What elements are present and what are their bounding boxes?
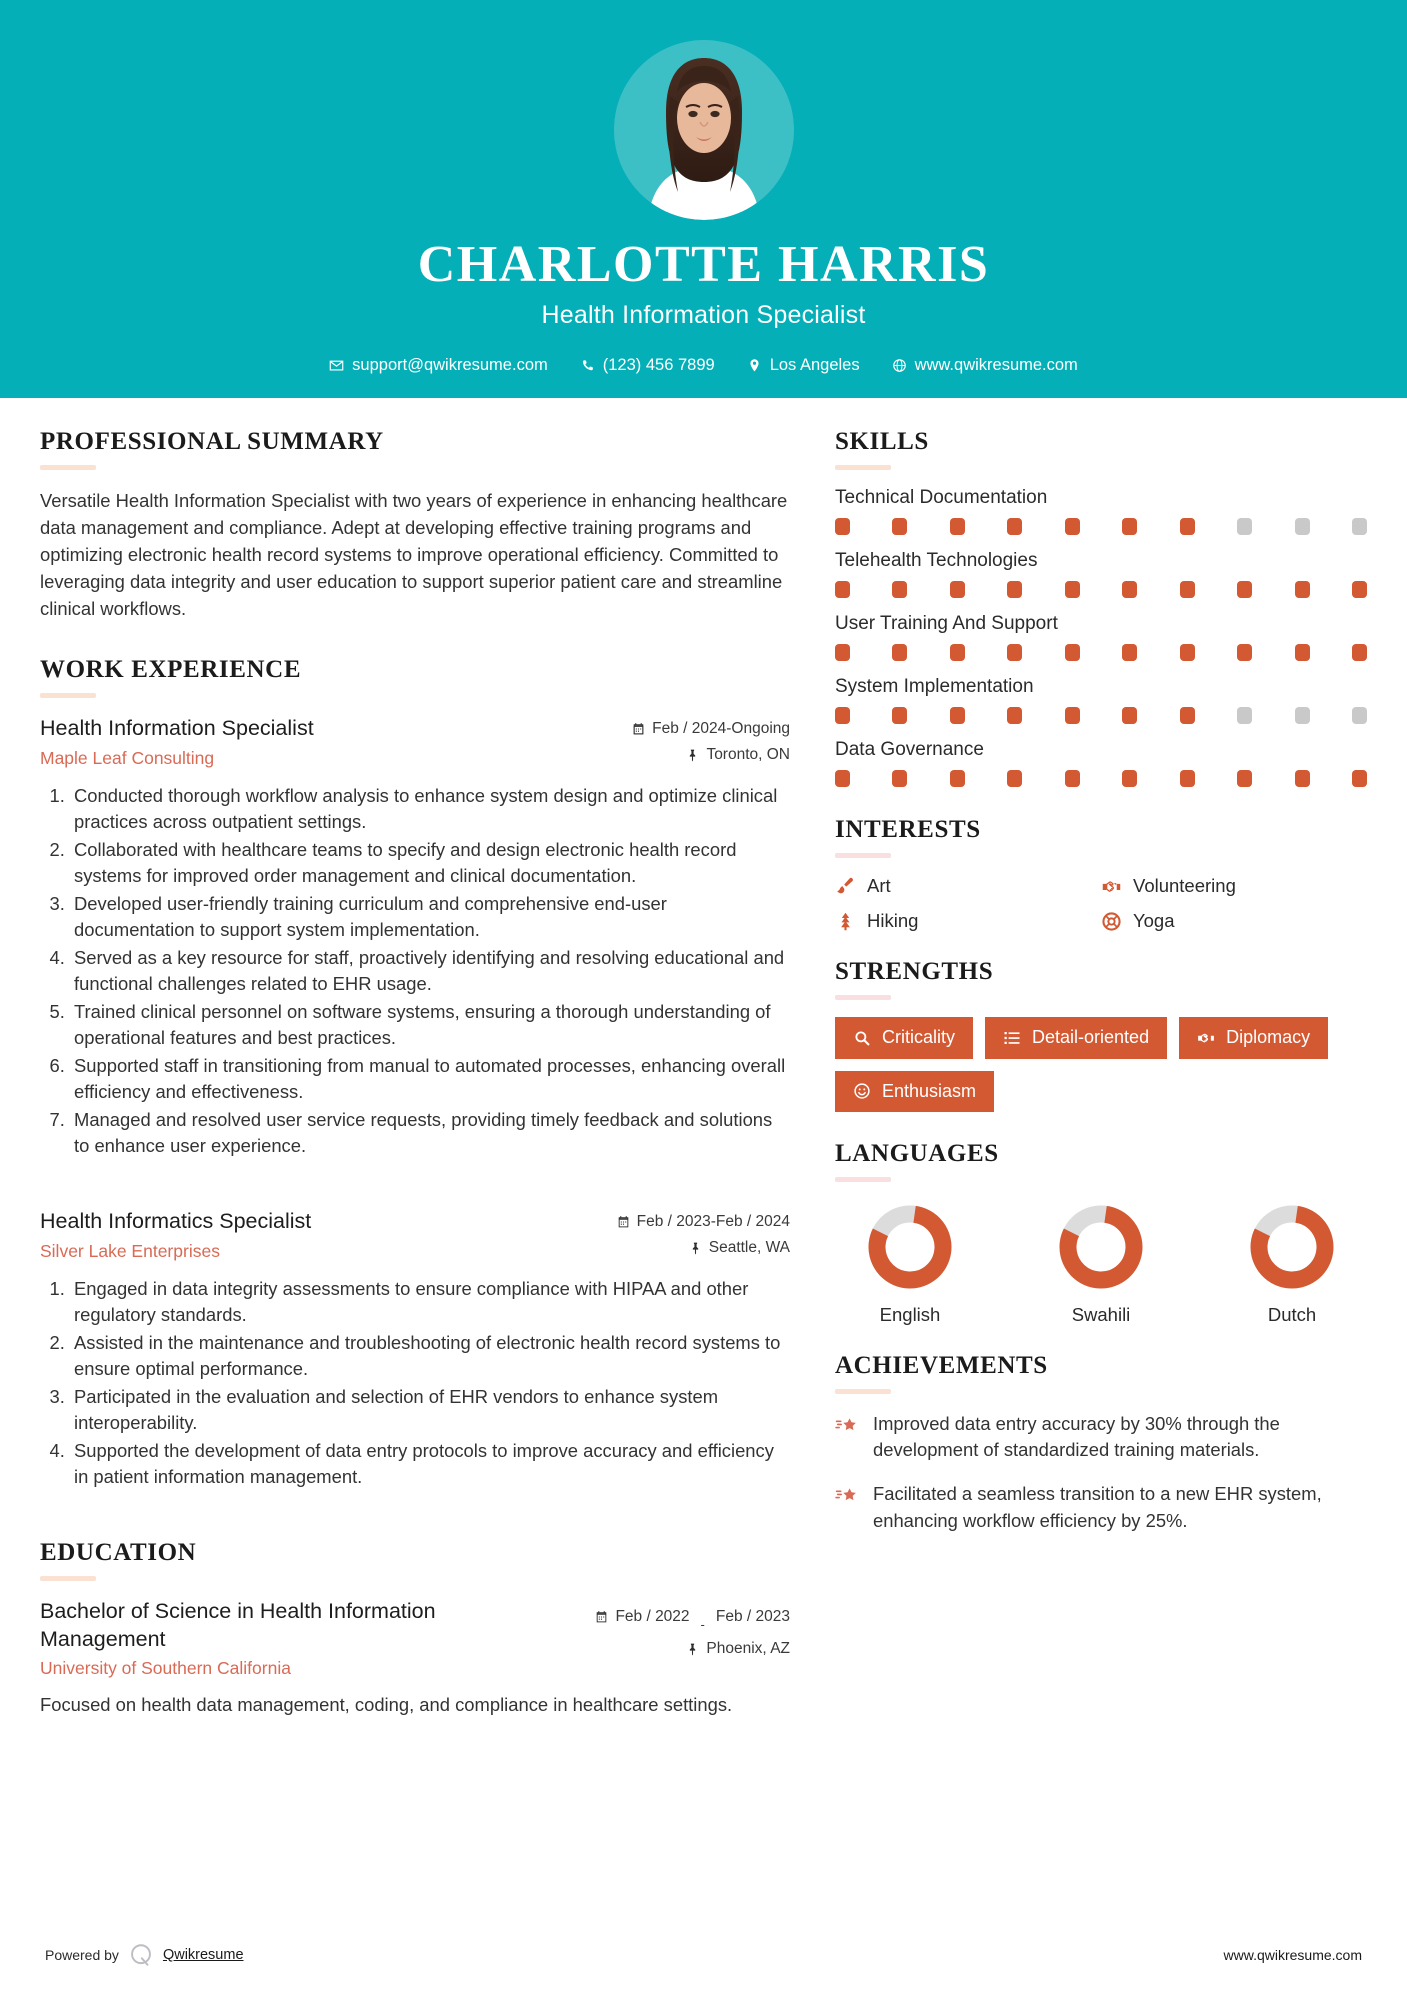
skill-rating [835, 581, 1367, 598]
education-description: Focused on health data management, coding, and compliance in healthcare settings. [40, 1694, 733, 1716]
list-item: 1. Conducted thorough workflow analysis to enhance system design and optimize clinical practices across outpatient settings. [70, 783, 790, 836]
skill-dot [1007, 770, 1022, 787]
list-item: 4. Supported the development of data entry protocols to improve accuracy and efficiency in patient information management. [70, 1438, 790, 1491]
language-donut-chart [1053, 1199, 1149, 1295]
list-item: 3. Participated in the evaluation and selection of EHR vendors to enhance system interoperability. [70, 1384, 790, 1437]
skill-dot [892, 770, 907, 787]
skill-item [835, 739, 1367, 787]
calendar-icon [617, 1215, 630, 1229]
shooting-star-icon [835, 1484, 860, 1509]
skill-dot [1295, 770, 1310, 787]
job-title: Health Information Specialist [40, 716, 314, 741]
strength-chip[interactable] [1179, 1017, 1328, 1059]
skill-dot [1237, 707, 1252, 724]
section-title-languages: LANGUAGES [835, 1140, 999, 1168]
language-label: Dutch [1267, 1304, 1317, 1326]
interest-item [1101, 910, 1367, 932]
interest-label: Art [867, 875, 891, 896]
strength-label: Criticality [882, 1027, 956, 1047]
education-entry [40, 1598, 790, 1719]
section-rule [40, 693, 96, 698]
job-company: Maple Leaf Consulting [40, 748, 215, 769]
paintbrush-icon [835, 876, 856, 897]
contact-website[interactable] [876, 356, 1094, 375]
job-title: Health Informatics Specialist [40, 1208, 312, 1233]
section-title-education: EDUCATION [40, 1538, 197, 1566]
skill-label: Technical Documentation [835, 487, 1048, 508]
language-item [835, 1199, 985, 1326]
list-item: 1. Engaged in data integrity assessments to ensure compliance with HIPAA and other regulatory standards. [70, 1276, 790, 1329]
skill-dot [892, 581, 907, 598]
skill-dot [1352, 581, 1367, 598]
achievement-item [835, 1411, 1367, 1463]
skill-dot [950, 518, 965, 535]
skill-dot [950, 770, 965, 787]
globe-icon [892, 358, 907, 373]
qwikresume-brand-link[interactable]: Qwikresume [162, 1947, 244, 1963]
job-date [575, 720, 790, 738]
skill-dot [1180, 707, 1195, 724]
profile-photo-icon [614, 40, 794, 220]
contact-website-text: www.qwikresume.com [914, 355, 1078, 374]
job-date-text: Feb / 2023-Feb / 2024 [636, 1212, 790, 1230]
education-location-text: Phoenix, AZ [706, 1639, 790, 1657]
job-role-subtitle: Health Information Specialist [541, 300, 866, 329]
section-rule [40, 465, 96, 470]
strength-label: Diplomacy [1226, 1027, 1311, 1047]
section-title-skills: SKILLS [835, 428, 929, 455]
job-location-text: Toronto, ON [706, 746, 790, 764]
interest-item [835, 910, 1101, 932]
skill-dot [1122, 770, 1137, 787]
skill-dot [1122, 581, 1137, 598]
phone-icon [580, 358, 595, 373]
page-title: CHARLOTTE HARRIS [417, 236, 990, 293]
languages-list [835, 1199, 1367, 1326]
section-title-work: WORK EXPERIENCE [40, 656, 302, 684]
skill-dot [835, 518, 850, 535]
strength-chip[interactable] [835, 1071, 994, 1113]
interest-label: Hiking [867, 910, 919, 931]
skill-dot [1237, 518, 1252, 535]
language-label: Swahili [1071, 1304, 1131, 1326]
skill-item [835, 487, 1367, 535]
avatar [614, 40, 794, 220]
skill-rating [835, 518, 1367, 535]
right-column [835, 398, 1367, 1727]
job-location-text: Seattle, WA [708, 1238, 790, 1256]
language-donut-chart [1244, 1199, 1340, 1295]
list-item: 3. Developed user-friendly training curriculum and comprehensive end-user documentation to support system implementation. [70, 891, 790, 944]
language-item [1026, 1199, 1176, 1326]
job-location [575, 746, 790, 764]
list-item: 6. Supported staff in transitioning from manual to automated processes, enhancing overall efficiency and effectiveness. [70, 1053, 790, 1106]
left-column [40, 398, 835, 1727]
skill-dot [950, 644, 965, 661]
section-rule [835, 853, 891, 858]
education-date-separator: - [700, 1616, 705, 1632]
skill-dot [1122, 644, 1137, 661]
section-title-strengths: STRENGTHS [835, 958, 994, 985]
skill-dot [892, 707, 907, 724]
skill-dot [1295, 518, 1310, 535]
magnifier-icon [853, 1029, 871, 1047]
skill-dot [1180, 770, 1195, 787]
skill-dot [1352, 707, 1367, 724]
envelope-icon [329, 358, 344, 373]
skill-rating [835, 770, 1367, 787]
section-rule [835, 465, 891, 470]
contact-bar [0, 356, 1407, 375]
skill-dot [835, 581, 850, 598]
skill-dot [1352, 644, 1367, 661]
skill-dot [1295, 707, 1310, 724]
calendar-icon [632, 722, 645, 736]
achievement-text: Facilitated a seamless transition to a new EHR system, enhancing workflow efficiency by 25%. [873, 1483, 1322, 1531]
job-date-text: Feb / 2024-Ongoing [652, 720, 790, 738]
job-location [575, 1239, 790, 1257]
contact-location-text: Los Angeles [769, 355, 860, 374]
education-date-end: Feb / 2023 [715, 1607, 790, 1625]
strength-chip[interactable] [985, 1017, 1167, 1059]
section-rule [835, 1389, 891, 1394]
contact-email[interactable] [313, 356, 564, 375]
skill-dot [1007, 644, 1022, 661]
section-title-summary: PROFESSIONAL SUMMARY [40, 428, 384, 455]
powered-by-label: Powered by [45, 1947, 119, 1963]
job-date [575, 1213, 790, 1231]
skill-dot [1007, 518, 1022, 535]
skill-label: System Implementation [835, 676, 1034, 697]
achievement-item [835, 1481, 1367, 1533]
skill-dot [835, 770, 850, 787]
skill-dot [1180, 518, 1195, 535]
tree-icon [835, 911, 856, 932]
list-item: 7. Managed and resolved user service requests, providing timely feedback and solutions to enhance user experience. [70, 1107, 790, 1160]
strength-label: Enthusiasm [882, 1080, 977, 1101]
powered-by-block [45, 1942, 244, 1968]
list-item: 4. Served as a key resource for staff, proactively identifying and resolving educational and functional challenges related to EHR usage. [70, 945, 790, 998]
section-title-achievements: ACHIEVEMENTS [835, 1352, 1048, 1380]
interest-item [835, 875, 1101, 897]
skill-label: Telehealth Technologies [835, 550, 1038, 571]
list-item: 5. Trained clinical personnel on software systems, ensuring a thorough understanding of operational features and best practices. [70, 999, 790, 1052]
skill-dot [1065, 518, 1080, 535]
resume-body [0, 398, 1407, 1727]
map-pin-icon [747, 358, 762, 373]
skill-dot [1295, 644, 1310, 661]
contact-phone[interactable] [564, 356, 731, 375]
list-item: 2. Collaborated with healthcare teams to specify and design electronic health record systems for improved order management and clinical documentation. [70, 837, 790, 890]
smiley-icon [853, 1082, 871, 1100]
skill-item [835, 613, 1367, 661]
interest-item [1101, 875, 1367, 897]
skill-dot [1122, 518, 1137, 535]
skill-dot [1065, 644, 1080, 661]
skill-label: Data Governance [835, 739, 984, 760]
achievement-text: Improved data entry accuracy by 30% through the development of standardized training materials. [873, 1413, 1280, 1461]
skill-rating [835, 707, 1367, 724]
work-entry [40, 715, 790, 1160]
skills-list [835, 487, 1367, 787]
skill-dot [1007, 707, 1022, 724]
skill-dot [1122, 707, 1137, 724]
job-bullets [40, 1276, 790, 1491]
skill-dot [1065, 770, 1080, 787]
skill-dot [1295, 581, 1310, 598]
section-rule [835, 1177, 891, 1182]
strengths-list [835, 1017, 1367, 1112]
job-company: Silver Lake Enterprises [40, 1240, 220, 1261]
education-date-start: Feb / 2022 [615, 1607, 690, 1625]
language-donut-chart [862, 1199, 958, 1295]
skill-item [835, 550, 1367, 598]
strength-chip[interactable] [835, 1017, 973, 1059]
strength-label: Detail-oriented [1032, 1027, 1150, 1047]
skill-dot [835, 707, 850, 724]
contact-phone-text: (123) 456 7899 [602, 355, 715, 374]
summary-text: Versatile Health Information Specialist with two years of experience in enhancing healthcare data management and compliance. Adept at developing effective training programs and optimizing electronic health record systems to improve operational efficiency. Committed to leveraging data integrity and user education to support superior patient care and streamline clinical workflows. [40, 490, 788, 620]
pushpin-icon [686, 1642, 699, 1656]
section-title-interests: INTERESTS [835, 816, 981, 843]
language-label: English [879, 1304, 941, 1326]
skill-dot [950, 581, 965, 598]
contact-location[interactable] [731, 356, 876, 375]
interest-label: Yoga [1133, 910, 1175, 931]
shooting-star-icon [835, 1414, 860, 1439]
skill-rating [835, 644, 1367, 661]
resume-header [0, 0, 1407, 398]
calendar-icon [595, 1610, 608, 1624]
education-degree: Bachelor of Science in Health Information Management [40, 1598, 436, 1651]
skill-dot [1352, 770, 1367, 787]
handshake-icon [1197, 1029, 1215, 1047]
skill-dot [1237, 581, 1252, 598]
language-item [1217, 1199, 1367, 1326]
footer [0, 1942, 1407, 1968]
list-item: 2. Assisted in the maintenance and troubleshooting of electronic health record systems to ensure optimal performance. [70, 1330, 790, 1383]
work-entry [40, 1208, 790, 1491]
job-bullets [40, 783, 790, 1160]
skill-dot [892, 518, 907, 535]
skill-dot [950, 707, 965, 724]
section-rule [835, 995, 891, 1000]
skill-dot [1180, 644, 1195, 661]
skill-item [835, 676, 1367, 724]
skill-label: User Training And Support [835, 613, 1058, 634]
skill-dot [1065, 581, 1080, 598]
skill-dot [1237, 644, 1252, 661]
contact-email-text: support@qwikresume.com [352, 355, 548, 374]
footer-site[interactable]: www.qwikresume.com [1223, 1947, 1362, 1963]
handshake-icon [1101, 876, 1122, 897]
skill-dot [1065, 707, 1080, 724]
skill-dot [1007, 581, 1022, 598]
pushpin-icon [689, 1241, 702, 1255]
education-location [575, 1640, 790, 1658]
skill-dot [892, 644, 907, 661]
lifebuoy-icon [1101, 911, 1122, 932]
skill-dot [1180, 581, 1195, 598]
section-rule [40, 1576, 96, 1581]
pushpin-icon [686, 748, 699, 762]
education-date [595, 1607, 790, 1632]
education-school: University of Southern California [40, 1658, 291, 1679]
skill-dot [835, 644, 850, 661]
qwikresume-logo-icon [128, 1942, 154, 1968]
skill-dot [1352, 518, 1367, 535]
list-icon [1003, 1029, 1021, 1047]
skill-dot [1237, 770, 1252, 787]
interests-list [835, 875, 1367, 932]
interest-label: Volunteering [1133, 875, 1236, 896]
